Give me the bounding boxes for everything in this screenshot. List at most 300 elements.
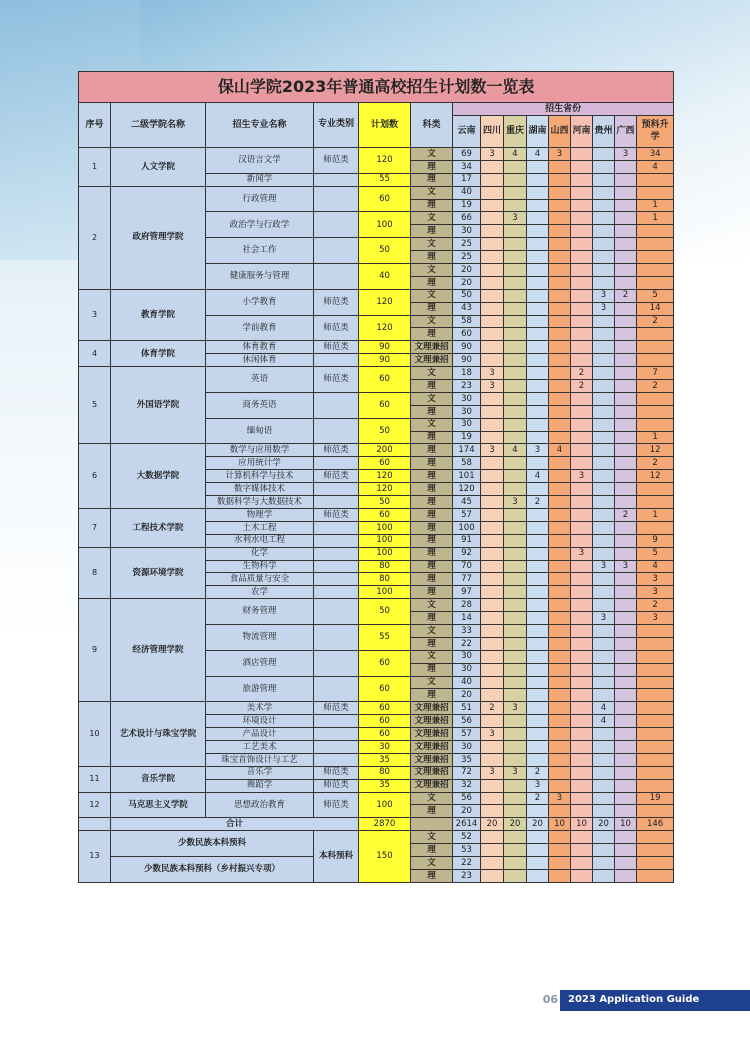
plan-cell: 35 bbox=[359, 753, 411, 766]
province-count-cell bbox=[549, 431, 571, 444]
province-count-cell bbox=[481, 160, 504, 173]
province-count-cell bbox=[571, 521, 593, 534]
plan-cell: 50 bbox=[359, 238, 411, 264]
header-province: 贵州 bbox=[593, 116, 615, 148]
province-count-cell bbox=[593, 844, 615, 857]
province-count-cell: 3 bbox=[571, 470, 593, 483]
seq-cell: 5 bbox=[79, 367, 111, 444]
college-cell: 工程技术学院 bbox=[111, 508, 206, 547]
province-count-cell bbox=[549, 624, 571, 637]
province-count-cell bbox=[615, 792, 637, 805]
type-cell: 师范类 bbox=[314, 508, 359, 521]
subject-cell: 理 bbox=[411, 470, 453, 483]
province-count-cell bbox=[571, 599, 593, 612]
prep-seq-cell: 13 bbox=[79, 831, 111, 883]
province-count-cell bbox=[481, 521, 504, 534]
province-count-cell bbox=[615, 715, 637, 728]
province-count-cell bbox=[571, 869, 593, 882]
major-cell: 物理学 bbox=[206, 508, 314, 521]
subject-cell: 文理兼招 bbox=[411, 715, 453, 728]
type-cell bbox=[314, 418, 359, 444]
plan-cell: 100 bbox=[359, 534, 411, 547]
subject-cell: 理 bbox=[411, 844, 453, 857]
province-count-cell bbox=[615, 470, 637, 483]
province-count-cell bbox=[549, 715, 571, 728]
subject-cell: 理 bbox=[411, 225, 453, 238]
province-count-cell bbox=[593, 637, 615, 650]
province-count-cell bbox=[549, 869, 571, 882]
subject-cell: 文 bbox=[411, 831, 453, 844]
major-cell: 商务英语 bbox=[206, 392, 314, 418]
province-count-cell bbox=[593, 431, 615, 444]
province-count-cell bbox=[504, 341, 527, 354]
province-count-cell: 30 bbox=[453, 650, 481, 663]
province-count-cell bbox=[549, 573, 571, 586]
province-count-cell bbox=[504, 483, 527, 496]
type-cell bbox=[314, 547, 359, 560]
subject-cell: 文 bbox=[411, 367, 453, 380]
type-cell bbox=[314, 264, 359, 290]
type-cell bbox=[314, 212, 359, 238]
province-count-cell bbox=[571, 496, 593, 509]
subject-cell: 理 bbox=[411, 302, 453, 315]
province-count-cell bbox=[527, 586, 549, 599]
major-cell: 物流管理 bbox=[206, 624, 314, 650]
subject-cell: 理 bbox=[411, 508, 453, 521]
province-count-cell bbox=[593, 457, 615, 470]
province-count-cell bbox=[571, 624, 593, 637]
province-count-cell bbox=[527, 173, 549, 186]
total-plan-cell: 2870 bbox=[359, 818, 411, 831]
province-count-cell bbox=[527, 199, 549, 212]
province-count-cell: 5 bbox=[637, 289, 674, 302]
major-cell: 数字媒体技术 bbox=[206, 483, 314, 496]
province-count-cell bbox=[637, 650, 674, 663]
province-count-cell bbox=[593, 534, 615, 547]
province-count-cell bbox=[615, 753, 637, 766]
province-count-cell bbox=[637, 496, 674, 509]
province-count-cell bbox=[549, 160, 571, 173]
subject-cell: 文 bbox=[411, 264, 453, 277]
subject-cell: 理 bbox=[411, 251, 453, 264]
province-count-cell bbox=[571, 431, 593, 444]
total-province-cell: 10 bbox=[571, 818, 593, 831]
table-row bbox=[79, 508, 674, 521]
province-count-cell bbox=[549, 457, 571, 470]
province-count-cell: 14 bbox=[637, 302, 674, 315]
province-count-cell bbox=[615, 341, 637, 354]
province-count-cell bbox=[549, 637, 571, 650]
province-count-cell bbox=[637, 392, 674, 405]
province-count-cell: 69 bbox=[453, 148, 481, 161]
province-count-cell bbox=[504, 508, 527, 521]
subject-cell: 理 bbox=[411, 457, 453, 470]
province-count-cell bbox=[615, 624, 637, 637]
province-count-cell bbox=[615, 186, 637, 199]
province-count-cell: 22 bbox=[453, 856, 481, 869]
province-count-cell bbox=[527, 289, 549, 302]
college-cell: 体育学院 bbox=[111, 341, 206, 367]
plan-cell: 120 bbox=[359, 289, 411, 315]
province-count-cell bbox=[504, 753, 527, 766]
province-count-cell bbox=[593, 264, 615, 277]
province-count-cell bbox=[504, 328, 527, 341]
header-plan: 计划数 bbox=[359, 103, 411, 148]
province-count-cell bbox=[593, 315, 615, 328]
province-count-cell bbox=[527, 663, 549, 676]
type-cell: 师范类 bbox=[314, 315, 359, 341]
header-province: 云南 bbox=[453, 116, 481, 148]
header-province: 重庆 bbox=[504, 116, 527, 148]
province-count-cell: 3 bbox=[481, 380, 504, 393]
major-cell: 应用统计学 bbox=[206, 457, 314, 470]
province-count-cell bbox=[504, 521, 527, 534]
province-count-cell bbox=[593, 380, 615, 393]
province-count-cell: 3 bbox=[593, 289, 615, 302]
type-cell bbox=[314, 457, 359, 470]
province-count-cell bbox=[481, 856, 504, 869]
major-cell: 计算机科学与技术 bbox=[206, 470, 314, 483]
province-count-cell: 100 bbox=[453, 521, 481, 534]
province-count-cell bbox=[527, 573, 549, 586]
type-cell: 师范类 bbox=[314, 289, 359, 315]
seq-cell: 3 bbox=[79, 289, 111, 341]
province-count-cell bbox=[481, 779, 504, 792]
plan-cell: 60 bbox=[359, 650, 411, 676]
province-count-cell: 1 bbox=[637, 199, 674, 212]
table-row bbox=[79, 547, 674, 560]
province-count-cell bbox=[615, 534, 637, 547]
province-count-cell bbox=[637, 869, 674, 882]
province-count-cell bbox=[481, 264, 504, 277]
province-count-cell bbox=[593, 547, 615, 560]
province-count-cell: 58 bbox=[453, 457, 481, 470]
province-count-cell bbox=[571, 753, 593, 766]
subject-cell: 理 bbox=[411, 444, 453, 457]
province-count-cell bbox=[527, 805, 549, 818]
table-row bbox=[79, 766, 674, 779]
province-count-cell: 40 bbox=[453, 676, 481, 689]
province-count-cell bbox=[549, 753, 571, 766]
plan-cell: 55 bbox=[359, 624, 411, 650]
type-cell bbox=[314, 238, 359, 264]
province-count-cell bbox=[615, 496, 637, 509]
province-count-cell bbox=[527, 650, 549, 663]
province-count-cell bbox=[571, 212, 593, 225]
province-count-cell bbox=[571, 560, 593, 573]
province-count-cell bbox=[615, 599, 637, 612]
province-count-cell bbox=[527, 547, 549, 560]
major-cell: 行政管理 bbox=[206, 186, 314, 212]
province-count-cell bbox=[549, 676, 571, 689]
province-count-cell: 3 bbox=[504, 496, 527, 509]
province-count-cell bbox=[504, 534, 527, 547]
province-count-cell bbox=[527, 212, 549, 225]
subject-cell: 理 bbox=[411, 199, 453, 212]
seq-cell: 4 bbox=[79, 341, 111, 367]
plan-cell: 100 bbox=[359, 521, 411, 534]
province-count-cell bbox=[481, 354, 504, 367]
province-count-cell bbox=[549, 534, 571, 547]
province-count-cell bbox=[571, 740, 593, 753]
province-count-cell bbox=[571, 173, 593, 186]
province-count-cell bbox=[527, 689, 549, 702]
header-major: 招生专业名称 bbox=[206, 103, 314, 148]
province-count-cell bbox=[615, 702, 637, 715]
province-count-cell: 7 bbox=[637, 367, 674, 380]
province-count-cell bbox=[571, 457, 593, 470]
province-count-cell bbox=[527, 612, 549, 625]
province-count-cell bbox=[615, 547, 637, 560]
province-count-cell bbox=[504, 315, 527, 328]
province-count-cell bbox=[527, 380, 549, 393]
province-count-cell bbox=[549, 302, 571, 315]
province-count-cell bbox=[615, 805, 637, 818]
province-count-cell bbox=[504, 380, 527, 393]
enrollment-plan-sheet bbox=[78, 71, 673, 975]
province-count-cell bbox=[481, 470, 504, 483]
province-count-cell bbox=[549, 560, 571, 573]
province-count-cell bbox=[637, 856, 674, 869]
major-cell: 数据科学与大数据技术 bbox=[206, 496, 314, 509]
province-count-cell: 30 bbox=[453, 405, 481, 418]
province-count-cell bbox=[615, 728, 637, 741]
province-count-cell bbox=[527, 637, 549, 650]
subject-cell: 理 bbox=[411, 612, 453, 625]
type-cell bbox=[314, 186, 359, 212]
province-count-cell bbox=[481, 483, 504, 496]
province-count-cell: 35 bbox=[453, 753, 481, 766]
province-count-cell: 40 bbox=[453, 186, 481, 199]
total-subject-cell bbox=[411, 818, 453, 831]
province-count-cell bbox=[615, 238, 637, 251]
province-count-cell bbox=[615, 380, 637, 393]
province-count-cell bbox=[571, 689, 593, 702]
province-count-cell: 56 bbox=[453, 715, 481, 728]
type-cell bbox=[314, 560, 359, 573]
province-count-cell bbox=[615, 689, 637, 702]
subject-cell: 文 bbox=[411, 418, 453, 431]
province-count-cell bbox=[593, 869, 615, 882]
province-count-cell bbox=[593, 650, 615, 663]
page-number: 06 bbox=[542, 993, 558, 1006]
province-count-cell bbox=[549, 483, 571, 496]
province-count-cell bbox=[549, 225, 571, 238]
province-count-cell bbox=[615, 302, 637, 315]
province-count-cell: 53 bbox=[453, 844, 481, 857]
province-count-cell bbox=[571, 637, 593, 650]
province-count-cell bbox=[481, 805, 504, 818]
province-count-cell bbox=[593, 160, 615, 173]
province-count-cell bbox=[593, 392, 615, 405]
type-cell: 师范类 bbox=[314, 470, 359, 483]
province-count-cell bbox=[549, 831, 571, 844]
province-count-cell bbox=[527, 560, 549, 573]
province-count-cell bbox=[481, 599, 504, 612]
province-count-cell bbox=[504, 457, 527, 470]
province-count-cell bbox=[481, 753, 504, 766]
province-count-cell bbox=[504, 238, 527, 251]
province-count-cell bbox=[504, 289, 527, 302]
subject-cell: 理 bbox=[411, 483, 453, 496]
major-cell: 旅游管理 bbox=[206, 676, 314, 702]
province-count-cell bbox=[549, 405, 571, 418]
major-cell: 思想政治教育 bbox=[206, 792, 314, 818]
province-count-cell bbox=[549, 212, 571, 225]
province-count-cell bbox=[527, 315, 549, 328]
province-count-cell: 72 bbox=[453, 766, 481, 779]
province-count-cell bbox=[571, 186, 593, 199]
subject-cell: 理 bbox=[411, 521, 453, 534]
table-title: 保山学院2023年普通高校招生计划数一览表 bbox=[79, 72, 674, 103]
province-count-cell: 4 bbox=[527, 470, 549, 483]
province-count-cell bbox=[504, 392, 527, 405]
province-count-cell bbox=[615, 225, 637, 238]
plan-cell: 60 bbox=[359, 392, 411, 418]
subject-cell: 文 bbox=[411, 212, 453, 225]
province-count-cell bbox=[504, 560, 527, 573]
province-count-cell bbox=[571, 573, 593, 586]
province-count-cell bbox=[571, 676, 593, 689]
province-count-cell bbox=[615, 663, 637, 676]
province-count-cell bbox=[571, 650, 593, 663]
province-count-cell: 33 bbox=[453, 624, 481, 637]
subject-cell: 文 bbox=[411, 148, 453, 161]
subject-cell: 理 bbox=[411, 276, 453, 289]
province-count-cell bbox=[549, 599, 571, 612]
subject-cell: 文理兼招 bbox=[411, 354, 453, 367]
province-count-cell bbox=[637, 405, 674, 418]
province-count-cell: 3 bbox=[593, 302, 615, 315]
total-seq-cell bbox=[79, 818, 111, 831]
province-count-cell bbox=[593, 496, 615, 509]
province-count-cell bbox=[615, 766, 637, 779]
subject-cell: 理 bbox=[411, 380, 453, 393]
province-count-cell bbox=[615, 740, 637, 753]
province-count-cell: 3 bbox=[481, 444, 504, 457]
province-count-cell bbox=[549, 650, 571, 663]
province-count-cell bbox=[481, 238, 504, 251]
province-count-cell: 17 bbox=[453, 173, 481, 186]
province-count-cell bbox=[481, 650, 504, 663]
province-count-cell bbox=[481, 663, 504, 676]
province-count-cell: 3 bbox=[593, 612, 615, 625]
plan-cell: 90 bbox=[359, 341, 411, 354]
province-count-cell bbox=[615, 315, 637, 328]
plan-cell: 60 bbox=[359, 367, 411, 393]
province-count-cell bbox=[593, 805, 615, 818]
subject-cell: 文 bbox=[411, 186, 453, 199]
province-count-cell bbox=[615, 483, 637, 496]
province-count-cell bbox=[481, 341, 504, 354]
province-count-cell bbox=[615, 779, 637, 792]
province-count-cell bbox=[637, 264, 674, 277]
province-count-cell bbox=[549, 418, 571, 431]
province-count-cell: 91 bbox=[453, 534, 481, 547]
province-count-cell bbox=[593, 779, 615, 792]
province-count-cell bbox=[593, 367, 615, 380]
subject-cell: 理 bbox=[411, 496, 453, 509]
province-count-cell: 4 bbox=[593, 715, 615, 728]
province-count-cell: 2 bbox=[571, 367, 593, 380]
subject-cell: 文理兼招 bbox=[411, 753, 453, 766]
province-count-cell: 18 bbox=[453, 367, 481, 380]
province-count-cell bbox=[549, 740, 571, 753]
total-province-cell: 146 bbox=[637, 818, 674, 831]
province-count-cell bbox=[637, 753, 674, 766]
province-count-cell bbox=[637, 689, 674, 702]
province-count-cell bbox=[593, 573, 615, 586]
province-count-cell: 3 bbox=[615, 148, 637, 161]
subject-cell: 理 bbox=[411, 560, 453, 573]
college-cell: 外国语学院 bbox=[111, 367, 206, 444]
subject-cell: 文理兼招 bbox=[411, 740, 453, 753]
province-count-cell: 32 bbox=[453, 779, 481, 792]
type-cell: 师范类 bbox=[314, 444, 359, 457]
plan-cell: 120 bbox=[359, 148, 411, 174]
province-count-cell bbox=[593, 212, 615, 225]
plan-cell: 120 bbox=[359, 315, 411, 341]
province-count-cell bbox=[593, 199, 615, 212]
total-province-cell: 10 bbox=[549, 818, 571, 831]
province-count-cell bbox=[481, 251, 504, 264]
province-count-cell bbox=[549, 341, 571, 354]
province-count-cell bbox=[637, 354, 674, 367]
province-count-cell: 57 bbox=[453, 728, 481, 741]
province-count-cell: 3 bbox=[549, 148, 571, 161]
province-count-cell: 2 bbox=[637, 315, 674, 328]
province-count-cell: 22 bbox=[453, 637, 481, 650]
province-count-cell: 3 bbox=[593, 560, 615, 573]
plan-cell: 50 bbox=[359, 496, 411, 509]
province-count-cell: 77 bbox=[453, 573, 481, 586]
province-count-cell bbox=[571, 160, 593, 173]
college-cell: 人文学院 bbox=[111, 148, 206, 187]
province-count-cell: 97 bbox=[453, 586, 481, 599]
type-cell bbox=[314, 573, 359, 586]
province-count-cell bbox=[527, 869, 549, 882]
prep-category-cell: 本科预科 bbox=[314, 831, 359, 883]
province-count-cell bbox=[504, 869, 527, 882]
province-count-cell bbox=[527, 302, 549, 315]
province-count-cell: 3 bbox=[481, 766, 504, 779]
province-count-cell bbox=[615, 650, 637, 663]
province-count-cell bbox=[481, 496, 504, 509]
province-count-cell bbox=[593, 328, 615, 341]
province-count-cell bbox=[549, 586, 571, 599]
prep-row bbox=[79, 831, 674, 844]
province-count-cell: 3 bbox=[481, 148, 504, 161]
province-count-cell bbox=[481, 831, 504, 844]
province-count-cell bbox=[593, 586, 615, 599]
enrollment-plan-table bbox=[78, 71, 674, 883]
province-count-cell bbox=[527, 740, 549, 753]
province-count-cell bbox=[504, 173, 527, 186]
province-count-cell bbox=[615, 212, 637, 225]
table-row bbox=[79, 444, 674, 457]
province-count-cell bbox=[549, 315, 571, 328]
province-count-cell bbox=[571, 844, 593, 857]
province-count-cell bbox=[571, 264, 593, 277]
header-province: 广西 bbox=[615, 116, 637, 148]
province-count-cell bbox=[637, 225, 674, 238]
seq-cell: 1 bbox=[79, 148, 111, 187]
province-count-cell bbox=[615, 367, 637, 380]
province-count-cell bbox=[549, 612, 571, 625]
plan-cell: 60 bbox=[359, 676, 411, 702]
province-count-cell bbox=[549, 328, 571, 341]
province-count-cell: 3 bbox=[481, 367, 504, 380]
